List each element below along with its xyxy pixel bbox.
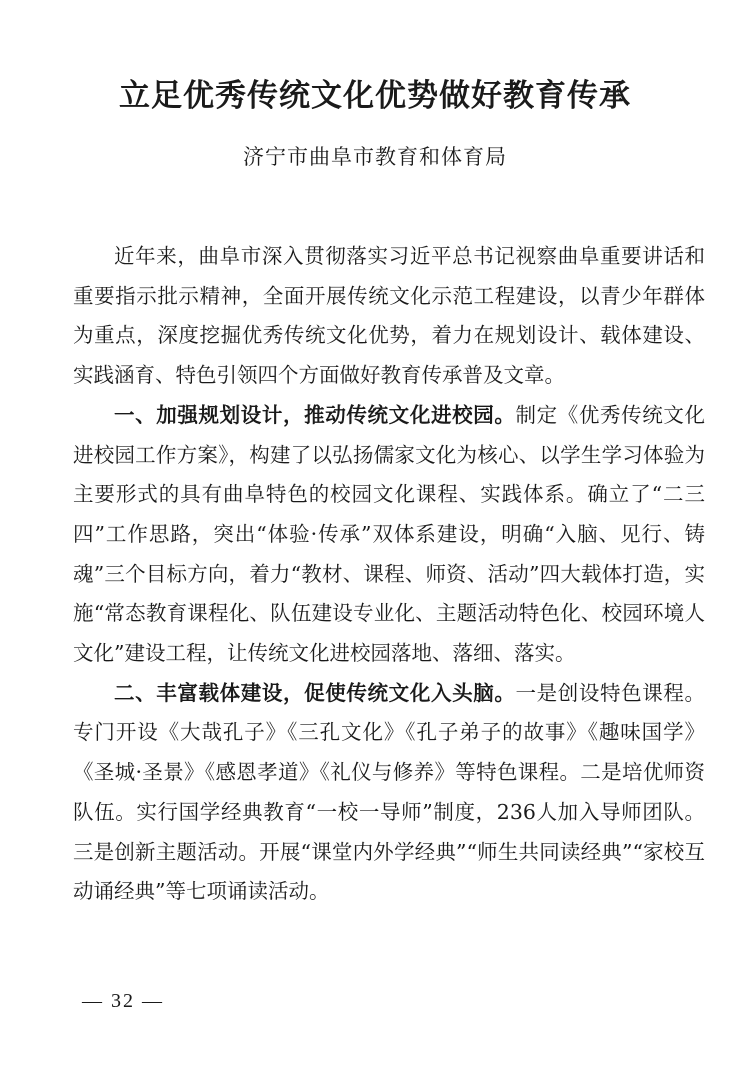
section-one-text: 制定《优秀传统文化进校园工作方案》，构建了以弘扬儒家文化为核心、以学生学习体验为主要形式的具有曲阜特色的校园文化课程、实践体系。确立了“二三四”工作思路，突出“体验·传承”双体系建设，明确“入脑、见行、铸魂”三个目标方向，着力“教材、课程、师资、活动”四大载体打造，实施“常态教育课程化、队伍建设专业化、主题活动特色化、校园环境人文化”建设工程，让传统文化进校园落地、落细、落实。 [73,402,706,666]
paragraph-section-one [73,396,705,674]
paragraph-intro-text: 近年来，曲阜市深入贯彻落实习近平总书记视察曲阜重要讲话和重要指示批示精神，全面开展传统文化示范工程建设，以青少年群体为重点，深度挖掘优秀传统文化优势，着力在规划设计、载体建设、实践涵育、特色引领四个方面做好教育传承普及文章。 [73,244,705,388]
document-body [73,237,705,912]
page-number: — 32 — [82,990,164,1012]
document-title: 立足优秀传统文化优势做好教育传承 [119,78,631,114]
section-two-text: 一是创设特色课程。专门开设《大哉孔子》《三孔文化》《孔子弟子的故事》《趣味国学》《圣城·圣景》《感恩孝道》《礼仪与修养》等特色课程。二是培优师资队伍。实行国学经典教育“一校一导师”制度，236人加入导师团队。三是创新主题活动。开展“课堂内外学经典”“师生共同读经典”“家校互动诵经典”等七项诵读活动。 [73,680,706,904]
document-author: 济宁市曲阜市教育和体育局 [243,145,507,169]
section-one-heading: 一、加强规划设计，推动传统文化进校园。 [114,402,516,427]
paragraph-section-two [73,674,705,912]
paragraph-intro [73,237,705,396]
section-two-heading: 二、丰富载体建设，促使传统文化入头脑。 [114,680,516,705]
